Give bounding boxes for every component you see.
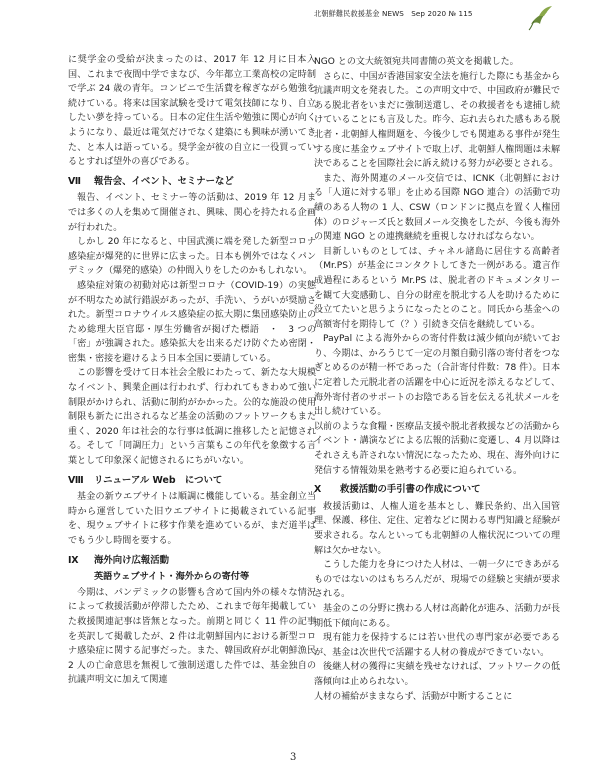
paragraph: PayPal による海外からの寄付件数は減少傾向が続いており、今期は、かろうじて一定の月額自動引落の寄付者をつなぎとめるのが精一杯であった（合計寄付件数：78 件）。日本に定着した元脱北者の活躍を中心に近況を添えるなどして、海外寄付者のサポートのお陰である旨を伝える礼状メールを出し続けている。 xyxy=(314,334,560,418)
paragraph: NGO との文大統領宛共同書簡の英文を掲載した。 xyxy=(314,57,519,67)
subsection-heading: 英語ウェブサイト・海外からの寄付等 xyxy=(94,571,250,583)
paragraph: 後継人材の獲得に実績を残せなければ、フットワークの低落傾向は止められない。 xyxy=(314,662,560,687)
section-title: リニューアル Web について xyxy=(94,474,223,486)
paragraph: また、海外関連のメール交信では、ICNK（北朝鮮における「人道に対する罪」を止める国際 NGO 連合）の活動で功績のある人物の 1 人、CSW（ロンドンに拠点を置く人権団体）のロジャーズ氏と数回メール交換をしたが、今後も海外の関連 NGO との連携継続を重視しなければならない。 xyxy=(314,173,560,243)
paragraph: に奨学金の受給が決まったのは、2017 年 12 月に日本入国、これまで夜間中学でまなび、今年都立工業高校の定時制で学ぶ 24 歳の青年。コンビニで生活費を稼ぎながら勉強を続けている。将来は国家試験を受けて電気技師になり、自立したい夢を持っている。日本の定住生活や勉強に関心が向くようになり、最近は電気だけでなく建築にも興味が湧いてきた、と本人は語っている。奨学金が彼の自立に一役買っているとすれば望外の喜びである。 xyxy=(68,55,316,168)
paragraph: 以前のような食糧・医療品支援や脱北者救援などの活動からイベント・講演などによる広報的活動に変遷し、4 月以降はそれさえも許されない情況になったため、現在、海外向けに発信する情報効果を熟考する必要に迫られている。 xyxy=(314,421,560,476)
right-column xyxy=(314,55,560,704)
section-title: 報告会、イベント、セミナーなど xyxy=(94,175,234,187)
running-header: 北朝鮮難民救援基金 NEWS Sep 2020 № 115 xyxy=(314,9,473,18)
section-heading xyxy=(68,474,316,489)
section-number: Ⅸ xyxy=(68,554,79,566)
section-heading xyxy=(68,554,316,569)
section-heading xyxy=(68,175,316,190)
paragraph: この影響を受けて日本社会全般にわたって、新たな大規模なイベント、興業企画は行われず、行われてもきわめて強い制限がかけられ、活動に制約がかかった。公的な施設の使用制限も新たに出されるなど基金の活動のフットワークもまた重く、2020 年は社会的な行事は低調に推移したと記憶される。そして「同調圧力」という言葉もこの年代を象徴する言葉として印象深く記憶されるにちがいない。 xyxy=(68,368,316,467)
paragraph: 感染症対策の初動対応は新型コロナ（COVID-19）の実態が不明なため試行錯誤があったが、手洗い、うがいが奨励された。新型コロナウイルス感染症の拡大期に集団感染防止のため総理大臣官邸・厚生労働省が掲げた標語 ・ 3 つの「密」が強調された。感染拡大を出来るだけ防ぐため密閉・密集・密接を避けるよう日本全国に要請している。 xyxy=(68,280,316,364)
paragraph: さらに、中国が香港国家安全法を施行した際にも基金から抗議声明文を発表した。この声明文中で、中国政府が難民である脱北者をいまだに強制送還し、その救援者をも逮捕し続けていることにも言及した。昨今、忘れ去られた感もある脱北者・北朝鮮人権問題を、今後少しでも関連ある事件が発生する度に基金ウェブサイトで取上げ、北朝鮮人権問題は未解決であることを国際社会に訴え続ける努力が必要とされる。 xyxy=(314,71,560,170)
paragraph: 救援活動は、人権人道を基本とし、難民条約、出入国管理、保護、移住、定住、定着などに関わる専門知識と経験が要求される。なんといっても北朝鮮の人権状況についての理解は欠かせない。 xyxy=(314,501,560,556)
paragraph: 今期は、パンデミックの影響も含めて国内外の様々な情況によって救援活動が停滞したため、これまで毎年掲載していた救援関連記事は皆無となった。前期と同じく 11 件の記事を英訳して掲載したが、2 件は北朝鮮国内における新型コロナ感染症に関する記事だった。また、韓国政府が北朝鮮漁民 2 人の亡命意思を無視して強制送還した件では、基金独自の抗議声明文に加えて関連 xyxy=(68,587,316,686)
paragraph: こうした能力を身につけた人材は、一朝一夕にできあがるものではないのはもちろんだが、現場での経験と実績が要求される。 xyxy=(314,560,560,600)
page-number: 3 xyxy=(290,752,297,763)
paragraph: 基金のこの分野に携わる人材は高齢化が進み、活動力が長期低下傾向にある。 xyxy=(314,603,560,629)
paragraph: 現有能力を保持するには若い世代の専門家が必要であるが、基金は次世代で活躍する人材の養成ができていない。 xyxy=(314,633,560,658)
left-column xyxy=(68,53,316,688)
paragraph: 報告、イベント、セミナー等の活動は、2019 年 12 月までは多くの人を集めて開催され、興味、関心を持たれる企画が行われた。 xyxy=(68,193,316,233)
paragraph: 人材の補給がままならず、活動が中断することに xyxy=(314,691,513,702)
bird-logo-icon xyxy=(525,2,555,32)
section-number: Ⅹ xyxy=(314,484,322,496)
section-number: Ⅶ xyxy=(68,175,81,187)
section-title: 救援活動の手引書の作成について xyxy=(340,484,481,496)
paragraph: 基金の新ウエブサイトは順調に機能している。基金創立当時から運営していた旧ウエブサイトに掲載されている記事を、現ウェブサイトに移す作業を進めているが、まだ道半ばでもう少し時間を要する。 xyxy=(68,492,316,546)
paragraph: しかし 20 年になると、中国武漢に端を発した新型コロナ感染症が爆発的に世界に広まった。日本も例外ではなくパンデミック（爆発的感染）の仲間入りをしたのかもしれない。 xyxy=(68,237,316,277)
section-number: Ⅷ xyxy=(68,474,84,486)
section-heading xyxy=(314,483,560,498)
paragraph: 目新しいものとしては、チャネル諸島に居住する高齢者（Mr.PS）が基金にコンタクトしてきた一例がある。遺言作成過程にあるという Mr.PS は、脱北者のドキュメンタリーを観て大変感動し、自分の財産を脱北する人を助けるために役立てたいと思うようになったとのこと。同氏から基金への高額寄付を期待して（？）引続き交信を継続している。 xyxy=(314,246,560,330)
section-title: 海外向け広報活動 xyxy=(94,554,170,566)
